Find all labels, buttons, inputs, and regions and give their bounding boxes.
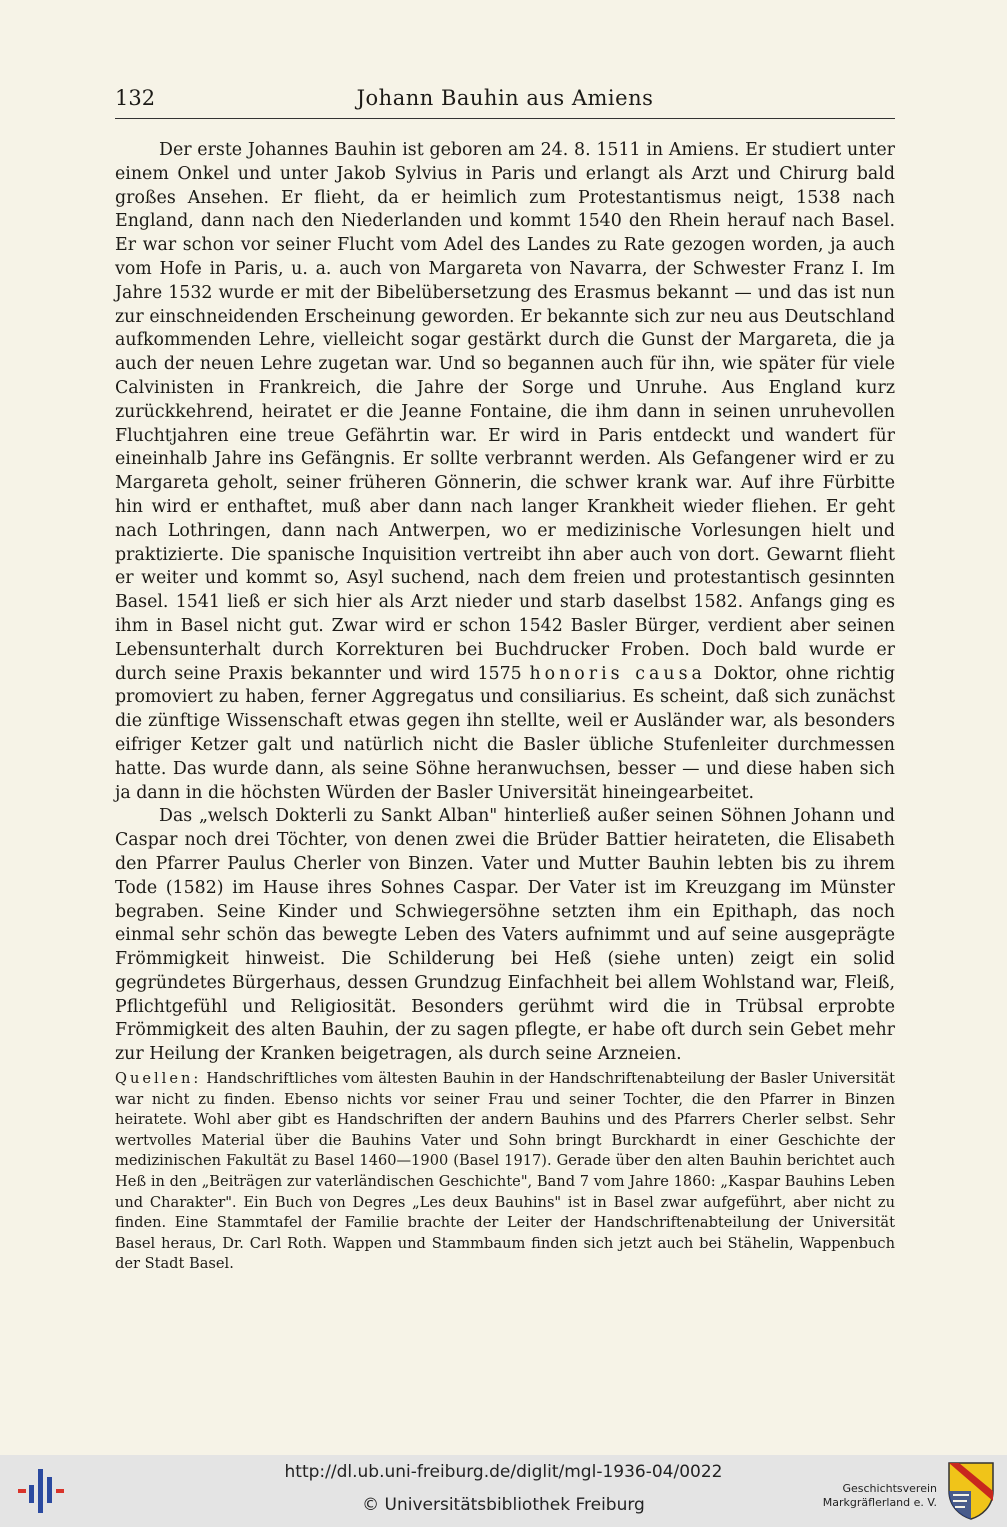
society-line-1: Geschichtsverein — [842, 1482, 937, 1495]
sources-label: Quellen: — [115, 1070, 202, 1087]
page-header — [115, 86, 895, 120]
sources-paragraph — [115, 1069, 895, 1275]
viewer-footer — [0, 1455, 1007, 1527]
page-number: 132 — [115, 86, 156, 110]
header-rule — [115, 118, 895, 119]
paragraph-1-text-b: Doktor, ohne richtig promoviert zu haben, ferner Aggregatus und consiliarius. Es scheint, daß sich zunächst die zünftige Wissenschaft etwas gegen ihn stellte, weil er Ausländer war, als besonders eifriger Ketzer galt und natürlich nicht die Basler übliche Stufenleiter durchmessen hatte. Das wurde dann, als seine Söhne heranwuchsen, besser — und diese haben sich ja dann in die höchsten Würden der Basler Universität hineingearbeitet. — [115, 663, 895, 803]
paragraph-1-text-a: Der erste Johannes Bauhin ist geboren am 24. 8. 1511 in Amiens. Er studiert unter einem Onkel und unter Jakob Sylvius in Paris und erlangt als Arzt und Chirurg bald großes Ansehen. Er flieht, da er heimlich zum Protestantismus neigt, 1538 nach England, dann nach den Niederlanden und kommt 1540 den Rhein herauf nach Basel. Er war schon vor seiner Flucht vom Adel des Landes zu Rate gezogen worden, ja auch vom Hofe in Paris, u. a. auch von Margareta von Navarra, der Schwester Franz I. Im Jahre 1532 wurde er mit der Bibelübersetzung des Erasmus bekannt — und das ist nun zur einschneidenden Erscheinung geworden. Er bekannte sich zur neu aus Deutschland aufkommenden Lehre, vielleicht sogar gestärkt durch die Gunst der Margareta, die ja auch der neuen Lehre zugetan war. Und so begannen auch für ihn, wie später für viele Calvinisten in Frankreich, die Jahre der Sorge und Unruhe. Aus England kurz zurückkehrend, heiratet er die Jeanne Fontaine, die ihm dann in seinen unruhevollen Fluchtjahren eine treue Gefährtin war. Er wird in Paris entdeckt und wandert für eineinhalb Jahre ins Gefängnis. Er sollte verbrannt werden. Als Gefangener wird er zu Margareta geholt, seiner früheren Gönnerin, die schwer krank war. Auf ihre Fürbitte hin wird er enthaftet, muß aber dann nach langer Krankheit wieder fliehen. Er geht nach Lothringen, dann nach Antwerpen, wo er medizinische Vorlesungen hielt und praktizierte. Die spanische Inquisition vertreibt ihn aber auch von dort. Gewarnt flieht er weiter und kommt so, Asyl suchend, nach dem freien und protestantisch gesinnten Basel. 1541 ließ er sich hier als Arzt nieder und starb daselbst 1582. Anfangs ging es ihm in Basel nicht gut. Zwar wird er schon 1542 Basler Bürger, verdient aber seinen Lebensunterhalt durch Korrekturen bei Buchdrucker Froben. Doch bald wurde er durch seine Praxis bekannter und wird 1575 — [115, 140, 895, 684]
sources-note — [115, 1069, 895, 1275]
running-title: Johann Bauhin aus Amiens — [356, 86, 654, 110]
coat-of-arms-icon — [947, 1461, 995, 1521]
paragraph-1 — [115, 139, 895, 805]
society-line-2: Markgräflerland e. V. — [822, 1496, 937, 1509]
sources-text: Handschriftliches vom ältesten Bauhin in der Handschriftenabteilung der Basler Universität war nicht zu finden. Ebenso nichts vor seiner Frau und seiner Tochter, die den Pfarrer in Binzen heiratete. Wohl aber gibt es Handschriften der andern Bauhins und des Pfarrers Cherler selbst. Sehr wertvolles Material über die Bauhins Vater und Sohn bringt Burckhardt in einer Geschichte der medizinischen Fakultät zu Basel 1460—1900 (Basel 1917). Gerade über den alten Bauhin berichtet auch Heß in den „Beiträgen zur vaterländischen Geschichte", Band 7 vom Jahre 1860: „Kaspar Bauhins Leben und Charakter". Ein Buch von Degres „Les deux Bauhins" ist in Basel zwar aufgeführt, aber nicht zu finden. Eine Stammtafel der Familie brachte der Leiter der Handschriftenabteilung der Universität Basel heraus, Dr. Carl Roth. Wappen und Stammbaum finden sich jetzt auch bei Stähelin, Wappenbuch der Stadt Basel. — [115, 1070, 896, 1273]
paragraph-2: Das „welsch Dokterli zu Sankt Alban" hinterließ außer seinen Söhnen Johann und Caspar noch drei Töchter, von denen zwei die Brüder Battier heirateten, die Elisabeth den Pfarrer Paulus Cherler von Binzen. Vater und Mutter Bauhin lebten bis zu ihrem Tode (1582) im Hause ihres Sohnes Caspar. Der Vater ist im Kreuzgang im Münster begraben. Seine Kinder und Schwiegersöhne setzten ihm ein Epithaph, das noch einmal sehr schön das bewegte Leben des Vaters aufnimmt und auf seine ausgeprägte Frömmigkeit hinweist. Die Schilderung bei Heß (siehe unten) zeigt ein solid gegründetes Bürgerhaus, dessen Grundzug Einfachheit bei allem Wohlstand war, Fleiß, Pflichtgefühl und Religiosität. Besonders gerühmt wird die in Trübsal erprobte Frömmigkeit des alten Bauhin, der zu sagen pflegte, er habe oft durch sein Gebet mehr zur Heilung der Kranken beigetragen, als durch seine Arzneien. — [115, 806, 895, 1065]
document-url[interactable]: http://dl.ub.uni-freiburg.de/diglit/mgl-1936-04/0022 — [284, 1462, 723, 1482]
society-name — [823, 1482, 937, 1510]
honoris-causa-spaced: honoris causa — [529, 663, 706, 684]
main-text — [115, 139, 895, 1067]
copyright-notice: © Universitätsbibliothek Freiburg — [362, 1495, 645, 1515]
